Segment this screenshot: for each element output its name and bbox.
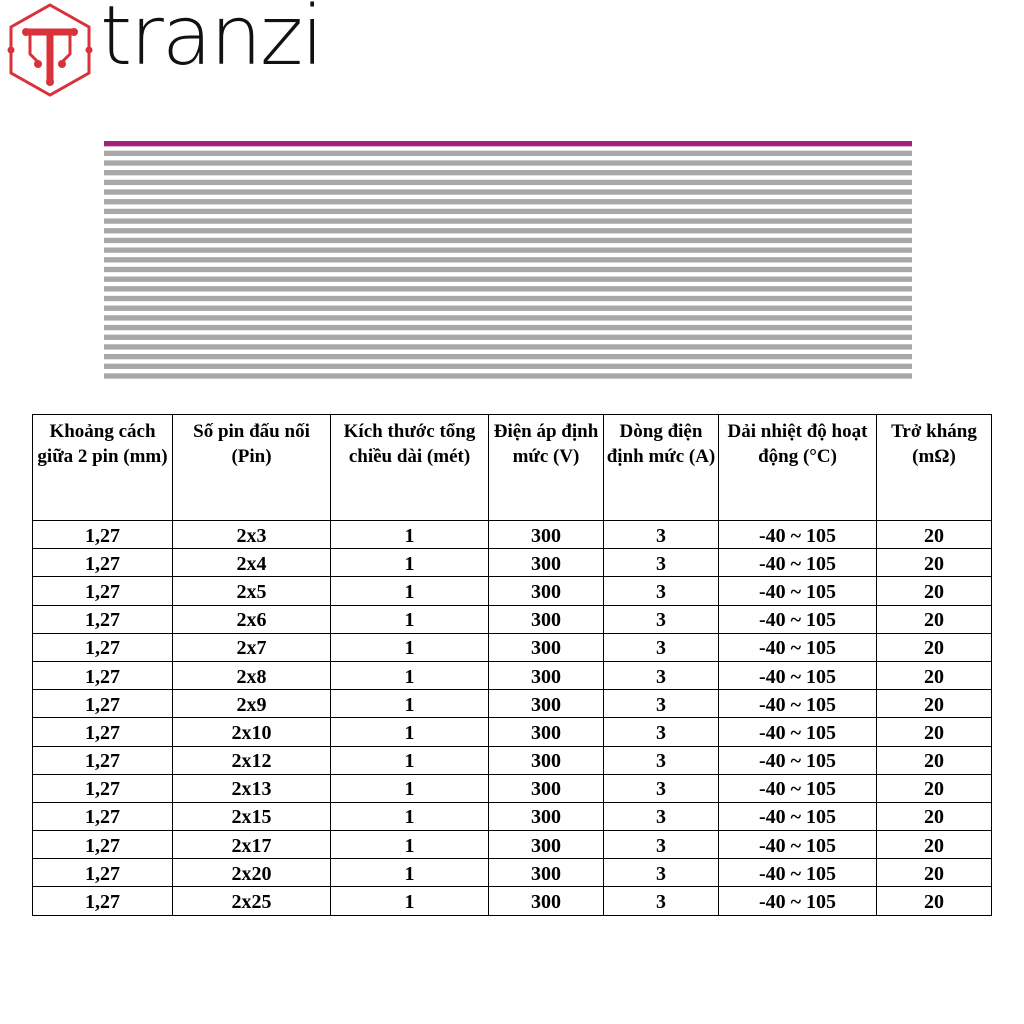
cell-resistance: 20 (877, 802, 992, 830)
cell-temp-range: -40 ~ 105 (719, 859, 877, 887)
cable-wire (104, 199, 912, 204)
cell-rated-current: 3 (604, 605, 719, 633)
cell-total-length: 1 (331, 887, 489, 915)
cell-pin-count: 2x15 (173, 802, 331, 830)
table-row (33, 831, 992, 859)
cell-rated-voltage: 300 (489, 521, 604, 549)
cell-temp-range: -40 ~ 105 (719, 633, 877, 661)
cell-total-length: 1 (331, 690, 489, 718)
cell-rated-current: 3 (604, 661, 719, 689)
header-rated-voltage: Điện áp định mức (V) (489, 415, 604, 521)
cell-pin-count: 2x6 (173, 605, 331, 633)
brand-name: tranzi (100, 0, 322, 84)
cell-rated-current: 3 (604, 774, 719, 802)
header-pin-count: Số pin đấu nối (Pin) (173, 415, 331, 521)
cable-wire (104, 247, 912, 252)
cell-pin-pitch: 1,27 (33, 577, 173, 605)
cell-pin-count: 2x3 (173, 521, 331, 549)
cell-pin-count: 2x25 (173, 887, 331, 915)
cell-temp-range: -40 ~ 105 (719, 887, 877, 915)
cell-temp-range: -40 ~ 105 (719, 521, 877, 549)
cell-pin-count: 2x13 (173, 774, 331, 802)
cell-rated-voltage: 300 (489, 774, 604, 802)
cell-resistance: 20 (877, 887, 992, 915)
cell-rated-voltage: 300 (489, 887, 604, 915)
cell-rated-voltage: 300 (489, 633, 604, 661)
cell-resistance: 20 (877, 661, 992, 689)
cell-pin-pitch: 1,27 (33, 802, 173, 830)
cell-pin-count: 2x12 (173, 746, 331, 774)
cable-wire (104, 180, 912, 185)
cell-total-length: 1 (331, 605, 489, 633)
ribbon-cable-illustration (104, 141, 912, 383)
cable-wire (104, 238, 912, 243)
cell-pin-count: 2x5 (173, 577, 331, 605)
cable-wire (104, 306, 912, 311)
cell-pin-pitch: 1,27 (33, 549, 173, 577)
spec-table (32, 414, 992, 916)
cell-total-length: 1 (331, 521, 489, 549)
cable-wire (104, 335, 912, 340)
table-row (33, 633, 992, 661)
cell-resistance: 20 (877, 774, 992, 802)
cable-wire (104, 257, 912, 262)
table-row (33, 859, 992, 887)
cell-total-length: 1 (331, 577, 489, 605)
cell-rated-current: 3 (604, 859, 719, 887)
cell-pin-count: 2x20 (173, 859, 331, 887)
header-temp-range: Dải nhiệt độ hoạt động (°C) (719, 415, 877, 521)
cell-temp-range: -40 ~ 105 (719, 802, 877, 830)
table-row (33, 746, 992, 774)
cell-resistance: 20 (877, 718, 992, 746)
cable-wire (104, 286, 912, 291)
cell-total-length: 1 (331, 746, 489, 774)
cell-rated-voltage: 300 (489, 746, 604, 774)
cable-stripe-wire (104, 141, 912, 146)
cell-pin-pitch: 1,27 (33, 690, 173, 718)
table-row (33, 690, 992, 718)
cell-rated-current: 3 (604, 831, 719, 859)
cell-rated-voltage: 300 (489, 831, 604, 859)
cell-temp-range: -40 ~ 105 (719, 661, 877, 689)
brand-logo (4, 2, 334, 98)
cell-temp-range: -40 ~ 105 (719, 718, 877, 746)
table-row (33, 718, 992, 746)
cell-resistance: 20 (877, 577, 992, 605)
cable-wire (104, 315, 912, 320)
cell-temp-range: -40 ~ 105 (719, 549, 877, 577)
cell-pin-pitch: 1,27 (33, 774, 173, 802)
cell-rated-current: 3 (604, 577, 719, 605)
cable-wire (104, 228, 912, 233)
cell-total-length: 1 (331, 549, 489, 577)
cell-rated-voltage: 300 (489, 690, 604, 718)
cable-wire (104, 209, 912, 214)
cell-resistance: 20 (877, 549, 992, 577)
cell-pin-pitch: 1,27 (33, 831, 173, 859)
cell-rated-voltage: 300 (489, 859, 604, 887)
cell-total-length: 1 (331, 802, 489, 830)
table-row (33, 577, 992, 605)
cell-total-length: 1 (331, 774, 489, 802)
table-row (33, 521, 992, 549)
cell-resistance: 20 (877, 690, 992, 718)
header-resistance: Trở kháng (mΩ) (877, 415, 992, 521)
cell-pin-pitch: 1,27 (33, 887, 173, 915)
cell-resistance: 20 (877, 605, 992, 633)
cell-rated-voltage: 300 (489, 718, 604, 746)
cell-pin-pitch: 1,27 (33, 633, 173, 661)
cell-total-length: 1 (331, 633, 489, 661)
cell-pin-count: 2x10 (173, 718, 331, 746)
cell-rated-current: 3 (604, 633, 719, 661)
cell-total-length: 1 (331, 859, 489, 887)
cable-wire (104, 354, 912, 359)
header-total-length: Kích thước tổng chiều dài (mét) (331, 415, 489, 521)
cell-rated-voltage: 300 (489, 802, 604, 830)
cable-wire (104, 151, 912, 156)
cell-pin-pitch: 1,27 (33, 859, 173, 887)
cell-resistance: 20 (877, 859, 992, 887)
header-rated-current: Dòng điện định mức (A) (604, 415, 719, 521)
cell-temp-range: -40 ~ 105 (719, 690, 877, 718)
cell-pin-count: 2x7 (173, 633, 331, 661)
cell-rated-current: 3 (604, 802, 719, 830)
cable-wire (104, 296, 912, 301)
table-row (33, 774, 992, 802)
cell-rated-current: 3 (604, 690, 719, 718)
cell-resistance: 20 (877, 746, 992, 774)
cell-resistance: 20 (877, 831, 992, 859)
cable-wire (104, 277, 912, 282)
cell-pin-count: 2x17 (173, 831, 331, 859)
header-pin-pitch: Khoảng cách giữa 2 pin (mm) (33, 415, 173, 521)
cell-pin-count: 2x9 (173, 690, 331, 718)
cell-pin-pitch: 1,27 (33, 718, 173, 746)
cell-total-length: 1 (331, 831, 489, 859)
cell-temp-range: -40 ~ 105 (719, 605, 877, 633)
cell-total-length: 1 (331, 661, 489, 689)
cell-pin-pitch: 1,27 (33, 746, 173, 774)
cable-wire (104, 160, 912, 165)
cable-wire (104, 325, 912, 330)
cell-total-length: 1 (331, 718, 489, 746)
cable-wire (104, 189, 912, 194)
table-row (33, 549, 992, 577)
cell-rated-voltage: 300 (489, 605, 604, 633)
cell-rated-current: 3 (604, 746, 719, 774)
cable-wire (104, 364, 912, 369)
cell-pin-pitch: 1,27 (33, 605, 173, 633)
cell-rated-voltage: 300 (489, 577, 604, 605)
cell-rated-voltage: 300 (489, 549, 604, 577)
cell-rated-current: 3 (604, 718, 719, 746)
cell-pin-pitch: 1,27 (33, 521, 173, 549)
cell-temp-range: -40 ~ 105 (719, 774, 877, 802)
cell-rated-current: 3 (604, 521, 719, 549)
cable-wire (104, 267, 912, 272)
cell-pin-count: 2x4 (173, 549, 331, 577)
cell-resistance: 20 (877, 633, 992, 661)
cell-rated-current: 3 (604, 549, 719, 577)
cable-wire (104, 373, 912, 378)
cell-pin-pitch: 1,27 (33, 661, 173, 689)
tranzi-logo-icon (4, 2, 96, 98)
table-header-row (33, 415, 992, 521)
cell-pin-count: 2x8 (173, 661, 331, 689)
cell-temp-range: -40 ~ 105 (719, 746, 877, 774)
cable-wire (104, 344, 912, 349)
cell-temp-range: -40 ~ 105 (719, 831, 877, 859)
cable-wire (104, 218, 912, 223)
cell-temp-range: -40 ~ 105 (719, 577, 877, 605)
table-row (33, 661, 992, 689)
cell-resistance: 20 (877, 521, 992, 549)
table-row (33, 605, 992, 633)
table-row (33, 887, 992, 915)
cell-rated-current: 3 (604, 887, 719, 915)
cable-wire (104, 170, 912, 175)
cell-rated-voltage: 300 (489, 661, 604, 689)
table-row (33, 802, 992, 830)
